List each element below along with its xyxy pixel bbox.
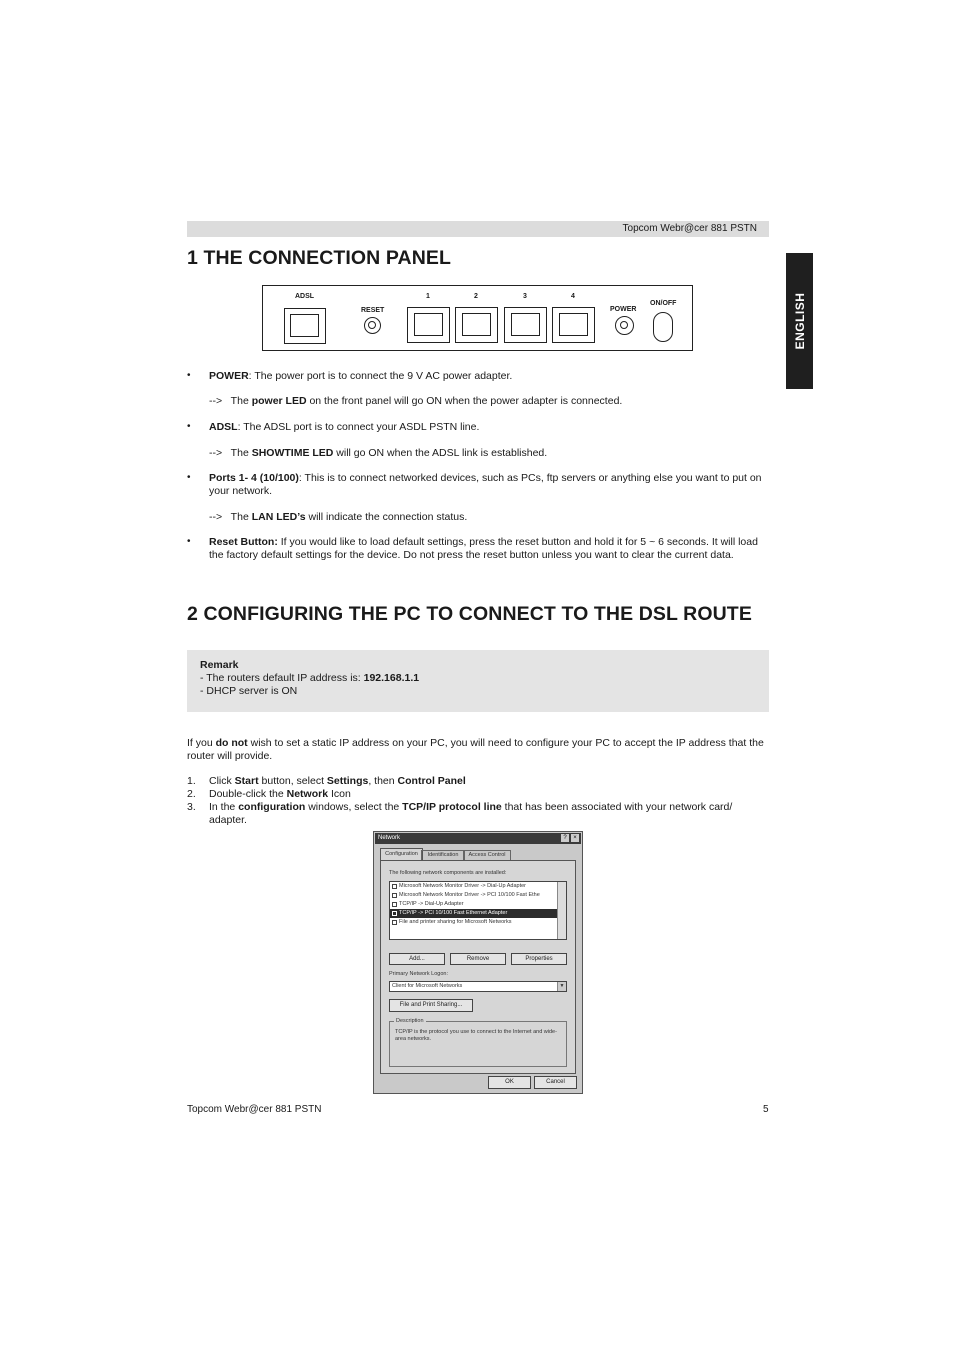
port-4-label: 4	[571, 293, 575, 300]
bullet-marker: •	[187, 421, 191, 432]
tab-access-control[interactable]: Access Control	[463, 850, 511, 861]
components-label: The following network components are installed:	[389, 870, 507, 876]
description-text: TCP/IP is the protocol you use to connect to the Internet and wide-area networks.	[395, 1029, 557, 1042]
port-3-label: 3	[523, 293, 527, 300]
language-tab	[786, 253, 813, 389]
network-component-icon	[392, 884, 397, 889]
connection-panel-illustration	[262, 285, 693, 351]
dialog-titlebar	[375, 833, 581, 844]
dialog-title: Network	[378, 835, 401, 841]
step-number: 1.	[187, 775, 196, 787]
list-item[interactable]: File and printer sharing for Microsoft Networks	[390, 918, 566, 927]
network-component-icon	[392, 920, 397, 925]
bullet-marker: •	[187, 536, 191, 547]
item-adsl	[209, 421, 769, 434]
port-2-label: 2	[474, 293, 478, 300]
running-header	[187, 221, 769, 237]
network-component-icon	[392, 902, 397, 907]
file-print-sharing-button[interactable]: File and Print Sharing...	[389, 999, 473, 1012]
list-item[interactable]: TCP/IP -> Dial-Up Adapter	[390, 900, 566, 909]
add-button[interactable]: Add...	[389, 953, 445, 965]
components-list[interactable]	[389, 881, 567, 940]
lan-port-1	[407, 307, 450, 343]
logon-label: Primary Network Logon:	[389, 971, 448, 977]
adsl-label: ADSL	[295, 293, 315, 300]
port-1-label: 1	[426, 293, 430, 300]
step-number: 2.	[187, 788, 196, 800]
network-dialog-screenshot	[373, 831, 583, 1094]
logon-select[interactable]: Client for Microsoft Networks ▼	[389, 981, 567, 992]
power-jack-icon	[615, 316, 634, 335]
reset-label: RESET	[361, 307, 385, 314]
item-power-term: POWER	[209, 370, 249, 382]
onoff-switch-icon	[653, 312, 673, 342]
power-label: POWER	[610, 306, 637, 313]
chevron-down-icon[interactable]: ▼	[557, 982, 566, 991]
properties-button[interactable]: Properties	[511, 953, 567, 965]
tab-panel	[380, 860, 576, 1074]
help-icon[interactable]: ?	[561, 834, 569, 842]
tab-identification[interactable]: Identification	[421, 850, 465, 861]
item-adsl-note: --> The SHOWTIME LED will go ON when the ADSL link is established.	[209, 447, 548, 459]
section-1-title: 1 THE CONNECTION PANEL	[187, 247, 452, 269]
item-power	[209, 370, 769, 383]
remove-button[interactable]: Remove	[450, 953, 506, 965]
step-item: 3. In the configuration windows, select the TCP/IP protocol line that has been associated with your network card/ adapter.	[187, 801, 733, 826]
list-item[interactable]: TCP/IP -> PCI 10/100 Fast Ethernet Adapter	[390, 909, 566, 918]
network-component-icon	[392, 893, 397, 898]
bullet-marker: •	[187, 370, 191, 381]
step-item: 1. Click Start button, select Settings, then Control Panel	[187, 775, 466, 787]
remark-dhcp-line: - DHCP server is ON	[200, 685, 298, 697]
list-scrollbar[interactable]	[557, 882, 566, 939]
bullet-marker: •	[187, 472, 191, 483]
lan-port-4	[552, 307, 595, 343]
remark-title: Remark	[200, 659, 239, 671]
item-adsl-text: : The ADSL port is to connect your ASDL PSTN line.	[237, 421, 480, 433]
footer-product: Topcom Webr@cer 881 PSTN	[187, 1104, 322, 1115]
remark-box	[187, 650, 769, 712]
onoff-label: ON/OFF	[650, 300, 677, 307]
steps-list	[187, 775, 769, 827]
tab-configuration[interactable]: Configuration	[380, 848, 423, 861]
item-reset-term: Reset Button:	[209, 536, 278, 548]
lan-port-3	[504, 307, 547, 343]
step-item: 2. Double-click the Network Icon	[187, 788, 351, 800]
adsl-port	[284, 308, 326, 344]
cancel-button[interactable]: Cancel	[534, 1076, 577, 1089]
list-item[interactable]: Microsoft Network Monitor Driver -> PCI 10/100 Fast Ethe	[390, 891, 566, 900]
item-ports-note: --> The LAN LED’s will indicate the connection status.	[209, 511, 468, 523]
item-reset-text: If you would like to load default settings, press the reset button and hold it for 5 ~ 6 seconds. It will load the factory default settings for the device. Do not press the reset button unless you want to clear the current data.	[209, 536, 758, 561]
intro-paragraph: If you do not wish to set a static IP address on your PC, you will need to configure your PC to accept the IP address that the router will provide.	[187, 737, 764, 762]
item-ports-term: Ports 1- 4 (10/100)	[209, 472, 299, 484]
item-reset	[209, 536, 769, 562]
list-item[interactable]: Microsoft Network Monitor Driver -> Dial-Up Adapter	[390, 882, 566, 891]
close-icon[interactable]: ×	[571, 834, 579, 842]
item-power-text: : The power port is to connect the 9 V AC power adapter.	[248, 370, 513, 382]
remark-ip-line: - The routers default IP address is: 192.168.1.1	[200, 672, 420, 684]
network-component-icon	[392, 911, 397, 916]
header-product: Topcom Webr@cer 881 PSTN	[622, 223, 757, 234]
description-label: Description	[396, 1018, 424, 1024]
item-power-note: --> The power LED on the front panel will go ON when the power adapter is connected.	[209, 395, 623, 407]
language-tab-label: ENGLISH	[792, 292, 807, 350]
item-ports	[209, 472, 769, 498]
reset-button-icon	[364, 317, 381, 334]
ok-button[interactable]: OK	[488, 1076, 531, 1089]
step-number: 3.	[187, 801, 196, 813]
lan-port-2	[455, 307, 498, 343]
item-adsl-term: ADSL	[209, 421, 238, 433]
page-number: 5	[763, 1104, 769, 1115]
section-2-title: 2 CONFIGURING THE PC TO CONNECT TO THE DSL ROUTE	[187, 603, 752, 625]
description-group	[389, 1018, 567, 1067]
default-ip: 192.168.1.1	[363, 672, 420, 684]
item-ports-text: : This is to connect networked devices, such as PCs, ftp servers or anything else you want to put on your network.	[209, 472, 762, 497]
